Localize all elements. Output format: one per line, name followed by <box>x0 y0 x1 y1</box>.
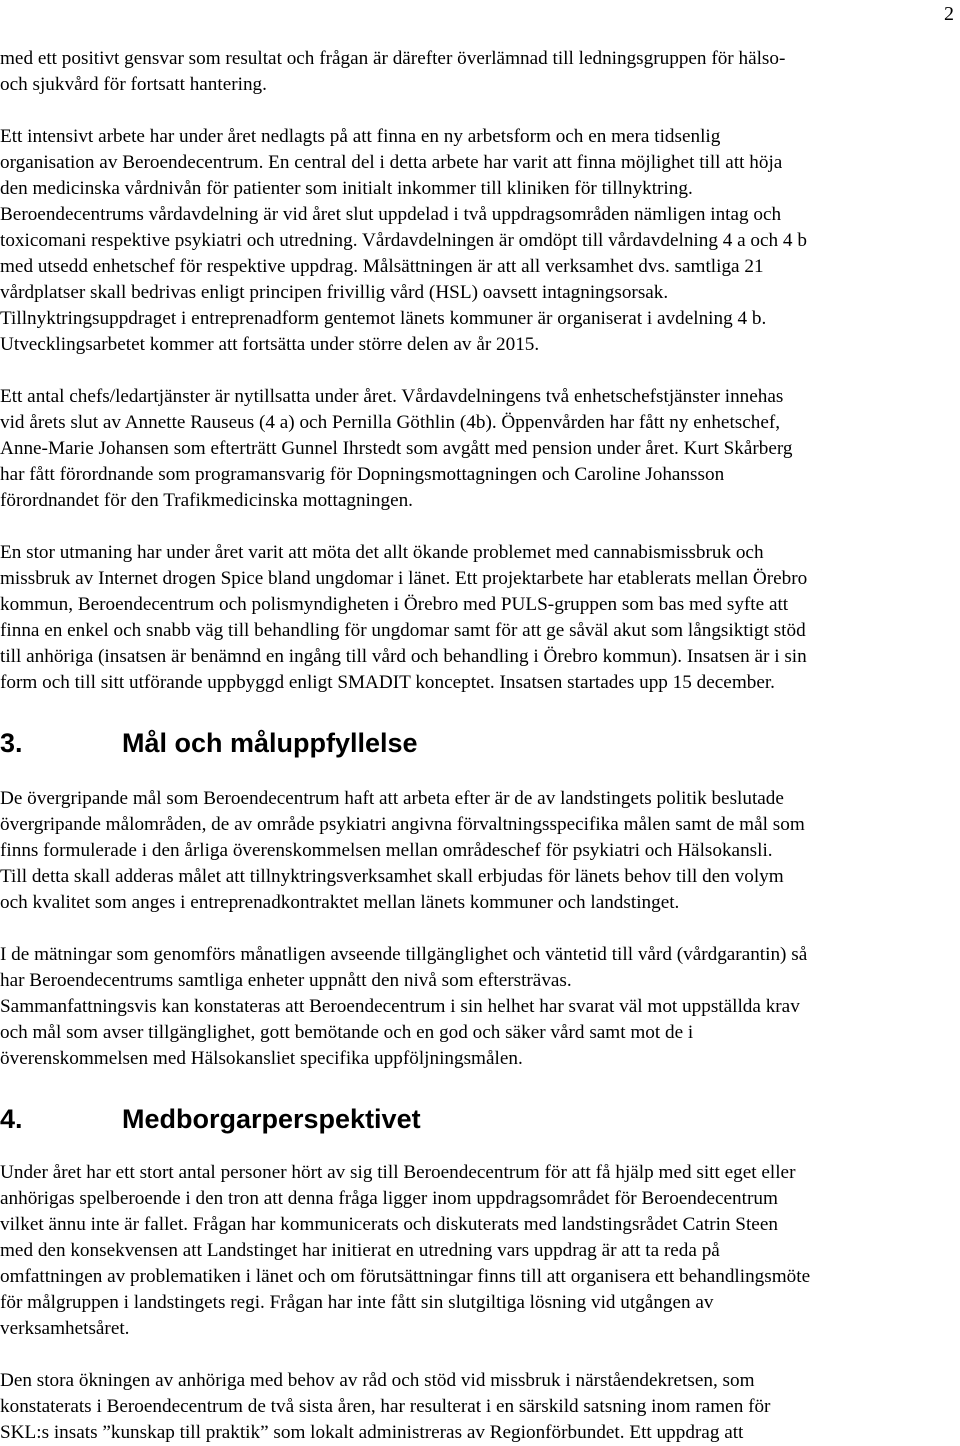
page-number: 2 <box>944 3 954 25</box>
section-heading <box>0 726 958 760</box>
section-number: 4. <box>0 1104 23 1134</box>
paragraph: I de mätningar som genomförs månatligen avseende tillgänglighet och väntetid till vård (vårdgarantin) så har Beroendecentrums samtliga enheter uppnått den nivå som eftersträvas. Sammanfattningsvis kan konstateras att Beroendecentrum i sin helhet har svarat väl mot uppställda krav och mål som avser tillgänglighet, gott bemötande och en god och säker vård samt mot de i överenskommelsen med Hälsokansliet specifika uppföljningsmålen. <box>0 944 808 1069</box>
paragraph: Ett antal chefs/ledartjänster är nytillsatta under året. Vårdavdelningens två enhetschefstjänster innehas vid årets slut av Annette Rauseus (4 a) och Pernilla Göthlin (4b). Öppenvården har fått ny enhetschef, Anne-Marie Johansen som efterträtt Gunnel Ihrstedt som avgått med pension under året. Kurt Skårberg har fått förordnande som programansvarig för Dopningsmottagningen och Caroline Johansson förordnandet för den Trafikmedicinska mottagningen. <box>0 386 793 511</box>
section-number: 3. <box>0 728 23 758</box>
paragraph: De övergripande mål som Beroendecentrum haft att arbeta efter är de av landstingets politik beslutade övergripande målområden, de av område psykiatri angivna förvaltningsspecifika målen samt de mål som finns formulerade i den årliga överenskommelsen mellan områdeschef för psykiatri och Hälsokansli. Till detta skall adderas målet att tillnyktringsverksamhet skall erbjudas för länets behov till den volym och kvalitet som anges i entreprenadkontraktet mellan länets kommuner och landstinget. <box>0 788 805 913</box>
paragraph: med ett positivt gensvar som resultat och frågan är därefter överlämnad till ledningsgruppen för hälso- och sjukvård för fortsatt hantering. <box>0 48 786 95</box>
paragraph: Ett intensivt arbete har under året nedlagts på att finna en ny arbetsform och en mera tidsenlig organisation av Beroendecentrum. En central del i detta arbete har varit att finna möjlighet till att höja den medicinska vårdnivån för patienter som initialt inkommer till kliniken för tillnyktring. Beroendecentrums vårdavdelning är vid året slut uppdelad i två uppdragsområden nämligen intag och toxicomani respektive psykiatri och utredning. Vårdavdelningen är omdöpt till vårdavdelning 4 a och 4 b med utsedd enhetschef för respektive uppdrag. Målsättningen är att all verksamhet dvs. samtliga 21 vårdplatser skall bedrivas enligt principen frivillig vård (HSL) oavsett intagningsorsak. Tillnyktringsuppdraget i entreprenadform gentemot länets kommuner är organiserat i avdelning 4 b. Utvecklingsarbetet kommer att fortsätta under större delen av år 2015. <box>0 126 807 355</box>
document-body <box>0 46 958 1446</box>
section-title: Mål och måluppfyllelse <box>122 728 418 758</box>
section-title: Medborgarperspektivet <box>122 1104 421 1134</box>
paragraph: Den stora ökningen av anhöriga med behov av råd och stöd vid missbruk i närståendekretsen, som konstaterats i Beroendecentrum de två sista åren, har resulterat i en särskild satsning inom ramen för SKL:s insats ”kunskap till praktik” som lokalt administreras av Regionförbundet. Ett uppdrag att <box>0 1370 771 1443</box>
section-heading <box>0 1102 958 1136</box>
paragraph: Under året har ett stort antal personer hört av sig till Beroendecentrum för att få hjälp med sitt eget eller anhörigas spelberoende i den tron att denna fråga ligger inom uppdragsområdet för Beroendecentrum vilket ännu inte är fallet. Frågan har kommunicerats och diskuterats med landstingsrådet Catrin Steen med den konsekvensen att Landstinget har initierat en utredning vars uppdrag är att ta reda på omfattningen av problematiken i länet och om förutsättningar finns till att organisera ett behandlingsmöte för målgruppen i landstingets regi. Frågan har inte fått sin slutgiltiga lösning vid utgången av verksamhetsåret. <box>0 1162 811 1339</box>
paragraph: En stor utmaning har under året varit att möta det allt ökande problemet med cannabismissbruk och missbruk av Internet drogen Spice bland ungdomar i länet. Ett projektarbete har etablerats mellan Örebro kommun, Beroendecentrum och polismyndigheten i Örebro med PULS-gruppen som bas med syfte att finna en enkel och snabb väg till behandling för ungdomar samt för att ge såväl akut som långsiktigt stöd till anhöriga (insatsen är benämnd en ingång till vård och behandling i Örebro kommun). Insatsen är i sin form och till sitt utförande uppbyggd enligt SMADIT konceptet. Insatsen startades upp 15 december. <box>0 542 808 693</box>
